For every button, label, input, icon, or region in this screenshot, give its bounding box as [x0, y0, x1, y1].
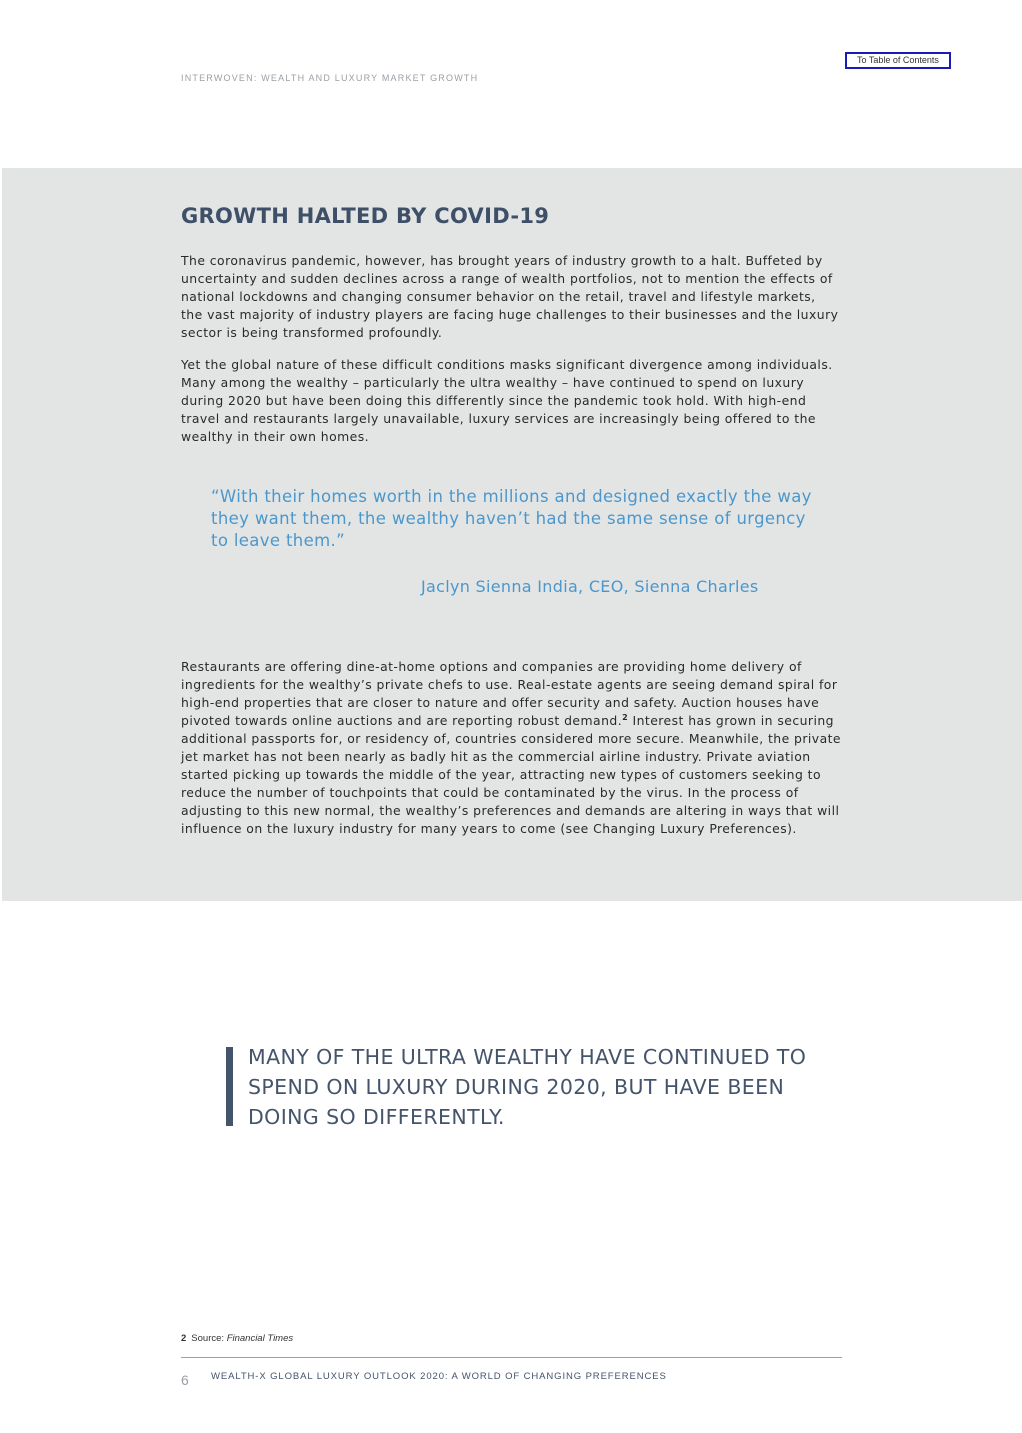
body-paragraph-3-part-2: Interest has grown in securing additional passports for, or residency of, countries considered more secure. Meanwhile, the private jet market has not been nearly as badly hit as the commercial airline industry. Private aviation started picking up towards the middle of the year, attracting new types of customers seeking to reduce the number of touchpoints that could be contaminated by the virus. In the process of adjusting to this new normal, the wealthy’s preferences and demands are altering in ways that will influence on the luxury industry for many years to come (see Changing Luxury Preferences). [181, 713, 842, 836]
footnote-number: 2 [181, 1333, 187, 1344]
footer-title [211, 1371, 667, 1382]
footnote-source: Financial Times [226, 1333, 294, 1344]
page-number: 6 [181, 1372, 189, 1388]
body-paragraph-3 [181, 658, 841, 838]
growth-halted-panel [2, 168, 1022, 901]
blockquote-text: “With their homes worth in the millions and designed exactly the way they want them, the wealthy haven’t had the same sense of urgency to leave them.” [211, 487, 812, 550]
pull-quote: MANY OF THE ULTRA WEALTHY HAVE CONTINUED TO SPEND ON LUXURY DURING 2020, BUT HAVE BEEN DOING SO DIFFERENTLY. [248, 1045, 807, 1129]
blockquote-attribution: Jaclyn Sienna India, CEO, Sienna Charles [421, 577, 759, 596]
footer-publication-title: GLOBAL LUXURY OUTLOOK 2020: A WORLD OF CHANGING PREFERENCES [266, 1371, 667, 1382]
body-paragraph-2: Yet the global nature of these difficult conditions masks significant divergence among individuals. Many among the wealthy – particularly the ultra wealthy – have continued to spend on luxury during 2020 but have been doing this differently since the pandemic took hold. With high-end travel and restaurants largely unavailable, luxury services are increasingly being offered to the wealthy in their own homes. [181, 357, 833, 444]
body-paragraph-1: The coronavirus pandemic, however, has brought years of industry growth to a halt. Buffeted by uncertainty and sudden declines across a range of wealth portfolios, not to mention the effects of national lockdowns and changing consumer behavior on the retail, travel and lifestyle markets, the vast majority of industry players are facing huge challenges to their businesses and the luxury sector is being transformed profoundly. [181, 253, 839, 340]
running-header: INTERWOVEN: WEALTH AND LUXURY MARKET GROWTH [181, 73, 479, 83]
footnote-reference[interactable]: 2 [622, 713, 629, 722]
footnote [181, 1333, 293, 1344]
pull-quote-bar [226, 1047, 233, 1126]
footer-divider [181, 1357, 842, 1358]
footnote-label: Source: [191, 1333, 225, 1344]
table-of-contents-link[interactable]: To Table of Contents [845, 52, 951, 69]
body-paragraph-3-part-1: Restaurants are offering dine-at-home options and companies are providing home delivery of ingredients for the wealthy’s private chefs to use. Real-estate agents are seeing demand spiral for high-end properties that are closer to nature and offer security and safety. Auction houses have pivoted towards online auctions and are reporting robust demand. [181, 659, 838, 728]
section-title: GROWTH HALTED BY COVID-19 [181, 204, 550, 228]
footer-brand: WEALTH-X [211, 1371, 267, 1382]
